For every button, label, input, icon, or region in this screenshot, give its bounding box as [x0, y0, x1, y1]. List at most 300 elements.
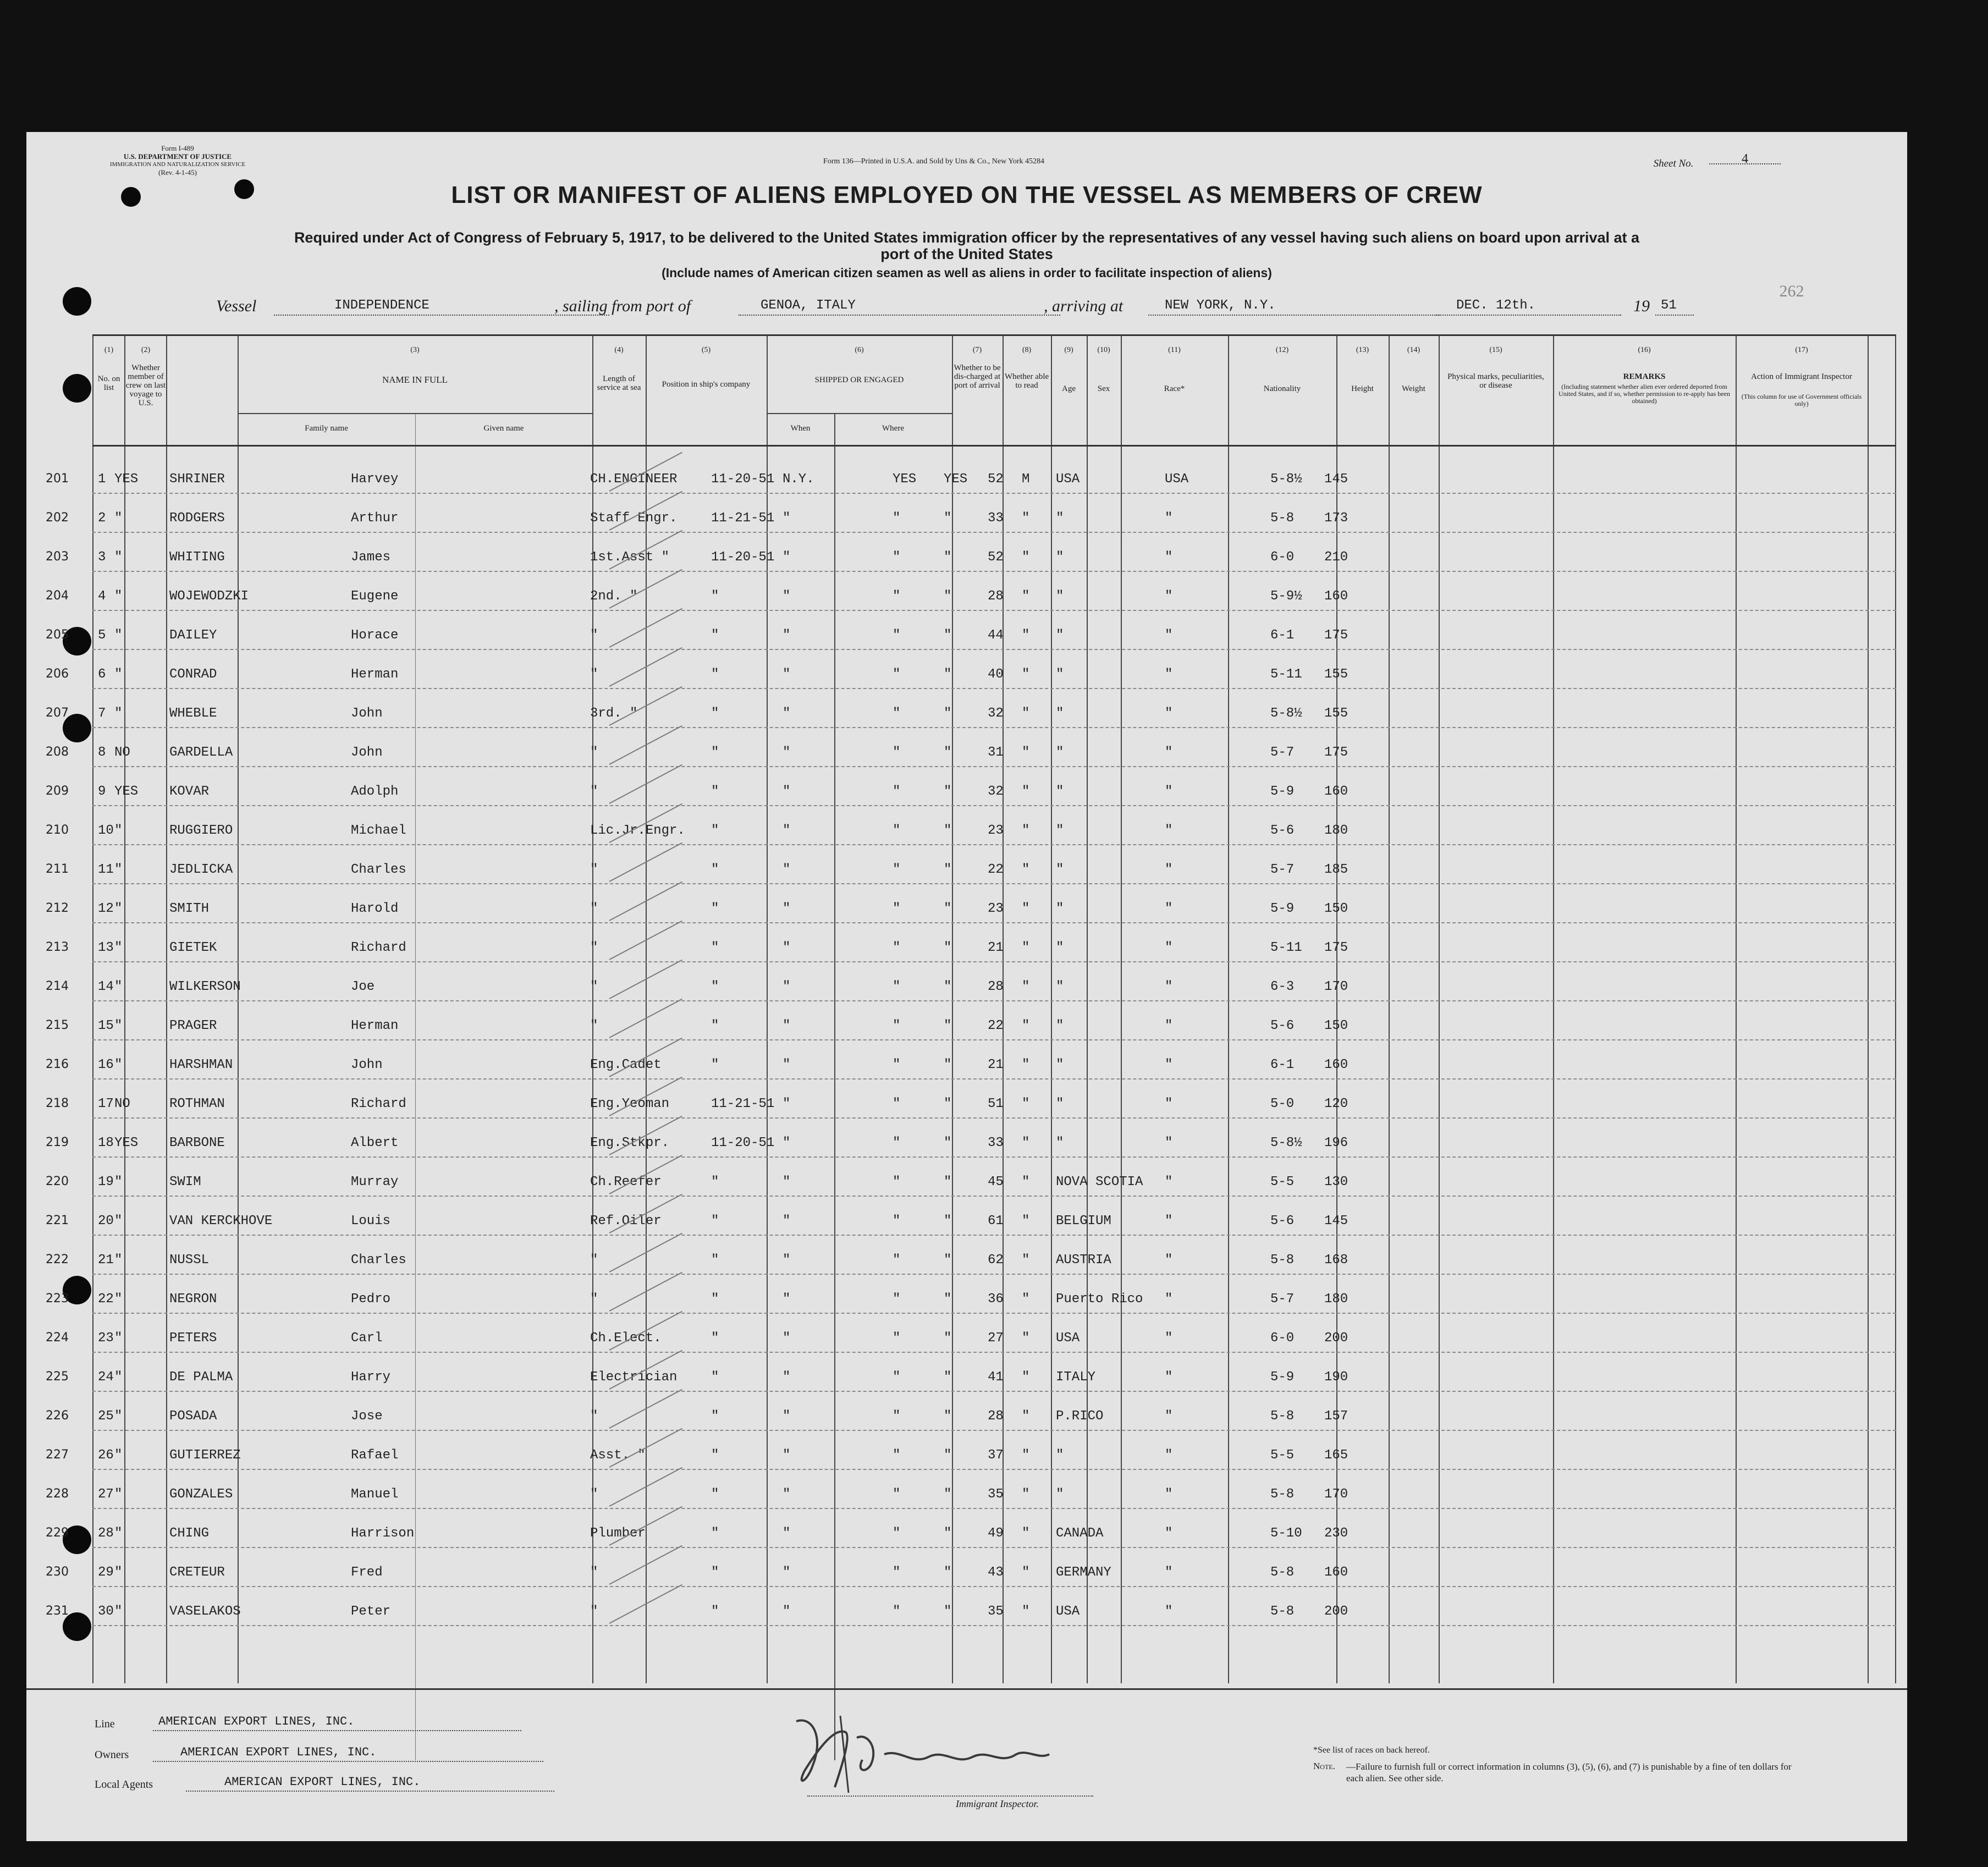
family-name: WILKERSON [169, 979, 241, 994]
subtitle-line2: port of the United States [880, 246, 1053, 262]
family-name: GARDELLA [169, 745, 233, 760]
row-divider [92, 1469, 1896, 1470]
row-margin-number: 218 [46, 1097, 69, 1110]
race: " [1056, 1136, 1064, 1150]
sex: " [1022, 862, 1030, 877]
engaged-when: 11-20-51 [711, 550, 775, 565]
engaged-when: " [711, 1058, 719, 1072]
given-name: Albert [351, 1136, 399, 1150]
row-margin-number: 210 [46, 823, 69, 837]
given-name: Fred [351, 1565, 383, 1580]
can-read: " [944, 901, 952, 916]
weight: 160 [1324, 589, 1348, 604]
can-read: " [944, 1214, 952, 1229]
row-margin-number: 224 [46, 1331, 69, 1345]
race: CANADA [1056, 1526, 1104, 1541]
crew-last-voyage: " [114, 1448, 123, 1463]
discharge-flag: " [893, 745, 901, 760]
engaged-when: " [711, 862, 719, 877]
race: Puerto Rico [1056, 1292, 1143, 1307]
given-name: Harrison [351, 1526, 415, 1541]
nationality: " [1165, 1331, 1173, 1346]
ship-position: " [590, 1409, 598, 1424]
nationality: " [1165, 550, 1173, 565]
engaged-where: " [783, 1018, 791, 1033]
ship-position: " [590, 940, 598, 955]
discharge-flag: " [893, 1097, 901, 1111]
discharge-flag: " [893, 589, 901, 604]
height: 5-9 [1270, 784, 1295, 799]
given-name: James [351, 550, 391, 565]
discharge-flag: " [893, 901, 901, 916]
race: NOVA SCOTIA [1056, 1175, 1143, 1189]
age: 32 [988, 706, 1004, 721]
family-name: WOJEWODZKI [169, 589, 249, 604]
discharge-flag: YES [893, 472, 917, 487]
given-name: Peter [351, 1604, 391, 1619]
engaged-when: 11-20-51 [711, 472, 775, 487]
sex: " [1022, 1097, 1030, 1111]
height: 5-8 [1270, 1409, 1295, 1424]
sex: " [1022, 745, 1030, 760]
height: 5-8½ [1270, 1136, 1302, 1150]
sex: " [1022, 979, 1030, 994]
can-read: " [944, 1487, 952, 1502]
row-margin-number: 219 [46, 1136, 69, 1149]
row-number: 12 [98, 901, 114, 916]
crew-last-voyage: " [114, 1331, 123, 1346]
nationality: " [1165, 979, 1173, 994]
nationality: " [1165, 1370, 1173, 1385]
height: 5-6 [1270, 1214, 1295, 1229]
inspector-signature [774, 1705, 1082, 1806]
family-name: VAN KERCKHOVE [169, 1214, 273, 1229]
height: 6-1 [1270, 628, 1295, 643]
height: 5-0 [1270, 1097, 1295, 1111]
race: " [1056, 511, 1064, 526]
weight: 157 [1324, 1409, 1348, 1424]
row-divider [92, 493, 1896, 494]
sex: M [1022, 472, 1030, 487]
nationality: " [1165, 589, 1173, 604]
weight: 150 [1324, 1018, 1348, 1033]
race: " [1056, 745, 1064, 760]
agents-value: AMERICAN EXPORT LINES, INC. [186, 1775, 554, 1792]
row-number: 10 [98, 823, 114, 838]
crew-last-voyage: " [114, 628, 123, 643]
engaged-when: 11-21-51 [711, 511, 775, 526]
age: 27 [988, 1331, 1004, 1346]
row-divider [92, 1000, 1896, 1001]
engaged-where: " [783, 1136, 791, 1150]
engaged-when: " [711, 1253, 719, 1268]
given-name: Eugene [351, 589, 399, 604]
row-number: 11 [98, 862, 114, 877]
race: " [1056, 1018, 1064, 1033]
nationality: " [1165, 862, 1173, 877]
col3-given-header: Given name [483, 424, 524, 433]
race: " [1056, 862, 1064, 877]
can-read: " [944, 667, 952, 682]
can-read: " [944, 1409, 952, 1424]
row-margin-number: 215 [46, 1018, 69, 1032]
family-name: CRETEUR [169, 1565, 225, 1580]
nationality: " [1165, 628, 1173, 643]
ship-position: " [590, 1604, 598, 1619]
weight: 145 [1324, 1214, 1348, 1229]
crew-last-voyage: " [114, 1565, 123, 1580]
can-read: " [944, 979, 952, 994]
age: 23 [988, 901, 1004, 916]
row-divider [92, 1586, 1896, 1587]
sex: " [1022, 823, 1030, 838]
crew-table [92, 334, 1896, 1683]
can-read: " [944, 1097, 952, 1111]
race: USA [1056, 1604, 1080, 1619]
can-read: " [944, 1292, 952, 1307]
note-text: —Failure to furnish full or correct information in columns (3), (5), (6), and (7) is punishable by a fine of ten dollars for each alien. See other side. [1346, 1761, 1792, 1783]
race: " [1056, 901, 1064, 916]
height: 5-11 [1270, 940, 1302, 955]
weight: 230 [1324, 1526, 1348, 1541]
crew-last-voyage: YES [114, 784, 139, 799]
sex: " [1022, 589, 1030, 604]
weight: 170 [1324, 979, 1348, 994]
crew-last-voyage: " [114, 1018, 123, 1033]
col17-num: (17) [1795, 346, 1808, 354]
row-margin-number: 204 [46, 589, 69, 603]
can-read: " [944, 862, 952, 877]
race: " [1056, 550, 1064, 565]
row-divider [92, 1625, 1896, 1626]
col7-header: Whether to be dis-charged at port of arrival [954, 364, 1001, 390]
row-margin-number: 220 [46, 1175, 69, 1188]
sex: " [1022, 550, 1030, 565]
col6-where-header: Where [882, 424, 904, 433]
engaged-where: " [783, 511, 791, 526]
height: 5-7 [1270, 1292, 1295, 1307]
row-margin-number: 231 [46, 1604, 69, 1618]
manifest-sheet [26, 132, 1907, 1841]
engaged-where: " [783, 1253, 791, 1268]
sex: " [1022, 1487, 1030, 1502]
race: " [1056, 784, 1064, 799]
engaged-where: " [783, 1448, 791, 1463]
nationality: USA [1165, 472, 1189, 487]
height: 5-10 [1270, 1526, 1302, 1541]
row-divider [92, 1430, 1896, 1431]
nationality: " [1165, 1448, 1173, 1463]
ship-position: Electrician [590, 1370, 678, 1385]
race: " [1056, 628, 1064, 643]
engaged-where: " [783, 823, 791, 838]
row-divider [92, 766, 1896, 767]
can-read: " [944, 1136, 952, 1150]
height: 5-7 [1270, 745, 1295, 760]
ship-position: Ch.Elect. [590, 1331, 662, 1346]
row-margin-number: 208 [46, 745, 69, 759]
row-divider [92, 532, 1896, 533]
discharge-flag: " [893, 1565, 901, 1580]
col10-num: (10) [1097, 346, 1110, 354]
family-name: PRAGER [169, 1018, 217, 1033]
sex: " [1022, 1253, 1030, 1268]
sex: " [1022, 706, 1030, 721]
sex: " [1022, 628, 1030, 643]
discharge-flag: " [893, 1253, 901, 1268]
family-name: DAILEY [169, 628, 217, 643]
row-number: 22 [98, 1292, 114, 1307]
given-name: Arthur [351, 511, 399, 526]
crew-last-voyage: NO [114, 745, 130, 760]
col8-header: Whether able to read [1004, 372, 1049, 390]
service-name: IMMIGRATION AND NATURALIZATION SERVICE [109, 161, 246, 168]
engaged-where: N.Y. [783, 472, 814, 487]
discharge-flag: " [893, 1526, 901, 1541]
race: " [1056, 706, 1064, 721]
engaged-where: " [783, 589, 791, 604]
row-divider [92, 1352, 1896, 1353]
row-number: 25 [98, 1409, 114, 1424]
family-name: NEGRON [169, 1292, 217, 1307]
nationality: " [1165, 1253, 1173, 1268]
row-margin-number: 222 [46, 1253, 69, 1266]
age: 61 [988, 1214, 1004, 1229]
family-name: BARBONE [169, 1136, 225, 1150]
engaged-where: " [783, 667, 791, 682]
family-name: RUGGIERO [169, 823, 233, 838]
inspector-label: Immigrant Inspector. [956, 1798, 1039, 1809]
row-number: 7 [98, 706, 106, 721]
given-name: Joe [351, 979, 375, 994]
col14-num: (14) [1407, 346, 1420, 354]
ship-position: 1st.Asst " [590, 550, 670, 565]
engaged-where: " [783, 550, 791, 565]
height: 5-8½ [1270, 706, 1302, 721]
engaged-where: " [783, 1058, 791, 1072]
discharge-flag: " [893, 823, 901, 838]
age: 37 [988, 1448, 1004, 1463]
engaged-where: " [783, 1175, 791, 1189]
engaged-when: 11-21-51 [711, 1097, 775, 1111]
row-divider [92, 727, 1896, 728]
row-number: 8 [98, 745, 106, 760]
ship-position: Ref.Oiler [590, 1214, 662, 1229]
form-revision: (Rev. 4-1-45) [158, 168, 197, 177]
discharge-flag: " [893, 784, 901, 799]
row-margin-number: 206 [46, 667, 69, 681]
ship-position: CH.ENGINEER [590, 472, 678, 487]
row-number: 26 [98, 1448, 114, 1463]
ship-position: " [590, 1253, 598, 1268]
row-divider [92, 883, 1896, 884]
engaged-where: " [783, 1409, 791, 1424]
engaged-where: " [783, 1214, 791, 1229]
can-read: " [944, 1018, 952, 1033]
crew-last-voyage: " [114, 1370, 123, 1385]
can-read: " [944, 1565, 952, 1580]
subtitle-line3: (Include names of American citizen seamen as well as aliens in order to facilitate inspection of aliens) [662, 266, 1272, 280]
row-divider [92, 610, 1896, 611]
sex: " [1022, 1448, 1030, 1463]
weight: 173 [1324, 511, 1348, 526]
age: 35 [988, 1487, 1004, 1502]
ship-position: Lic.Jr.Engr. [590, 823, 685, 838]
discharge-flag: " [893, 1214, 901, 1229]
height: 5-11 [1270, 667, 1302, 682]
race: " [1056, 979, 1064, 994]
subtitle-line1: Required under Act of Congress of February 5, 1917, to be delivered to the United States immigration officer by the representatives of any vessel having such aliens on board upon arrival at a [294, 229, 1640, 246]
nationality: " [1165, 1487, 1173, 1502]
col17-header: Action of Immigrant Inspector [1751, 372, 1852, 381]
engaged-when: " [711, 940, 719, 955]
discharge-flag: " [893, 667, 901, 682]
ship-position: " [590, 1018, 598, 1033]
row-divider [92, 1508, 1896, 1509]
row-number: 23 [98, 1331, 114, 1346]
col16-subheader: (Including statement whether alien ever ordered deported from United States, and if so, whether permission to re-apply has been obtained) [1559, 383, 1730, 405]
can-read: " [944, 706, 952, 721]
discharge-flag: " [893, 1331, 901, 1346]
family-name: ROTHMAN [169, 1097, 225, 1111]
race: GERMANY [1056, 1565, 1111, 1580]
col7-num: (7) [972, 346, 982, 354]
crew-last-voyage: NO [114, 1097, 130, 1111]
nationality: " [1165, 1136, 1173, 1150]
given-name: Pedro [351, 1292, 391, 1307]
height: 5-6 [1270, 823, 1295, 838]
weight: 175 [1324, 745, 1348, 760]
weight: 145 [1324, 472, 1348, 487]
age: 36 [988, 1292, 1004, 1307]
height: 5-8 [1270, 1487, 1295, 1502]
engaged-when: " [711, 1448, 719, 1463]
crew-last-voyage: " [114, 1253, 123, 1268]
form-number: Form I-489 [161, 144, 194, 152]
discharge-flag: " [893, 1136, 901, 1150]
given-name: Harry [351, 1370, 391, 1385]
crew-last-voyage: " [114, 862, 123, 877]
family-name: POSADA [169, 1409, 217, 1424]
line-value: AMERICAN EXPORT LINES, INC. [153, 1715, 521, 1731]
col12-num: (12) [1275, 346, 1289, 354]
crew-last-voyage: " [114, 1487, 123, 1502]
row-number: 5 [98, 628, 106, 643]
engaged-when: " [711, 901, 719, 916]
crew-last-voyage: " [114, 1526, 123, 1541]
weight: 180 [1324, 1292, 1348, 1307]
col4-header: Length of service at sea [597, 374, 641, 392]
race: " [1056, 1097, 1064, 1111]
crew-last-voyage: " [114, 511, 123, 526]
row-margin-number: 221 [46, 1214, 69, 1227]
col10-header: Sex [1097, 384, 1110, 393]
race: AUSTRIA [1056, 1253, 1111, 1268]
row-margin-number: 227 [46, 1448, 69, 1462]
discharge-flag: " [893, 1604, 901, 1619]
height: 5-8 [1270, 1604, 1295, 1619]
nationality: " [1165, 940, 1173, 955]
row-margin-number: 212 [46, 901, 69, 915]
race: BELGIUM [1056, 1214, 1111, 1229]
row-divider [92, 1313, 1896, 1314]
age: 52 [988, 472, 1004, 487]
row-margin-number: 205 [46, 628, 69, 642]
nationality: " [1165, 901, 1173, 916]
age: 41 [988, 1370, 1004, 1385]
engaged-where: " [783, 1526, 791, 1541]
weight: 200 [1324, 1604, 1348, 1619]
given-name: John [351, 1058, 383, 1072]
family-name: KOVAR [169, 784, 210, 799]
nationality: " [1165, 1214, 1173, 1229]
col16-header: REMARKS [1623, 372, 1666, 381]
engaged-when: " [711, 823, 719, 838]
can-read: " [944, 1058, 952, 1072]
engaged-when: " [711, 1604, 719, 1619]
engaged-when: " [711, 1175, 719, 1189]
given-name: Louis [351, 1214, 391, 1229]
sex: " [1022, 1175, 1030, 1189]
can-read: " [944, 589, 952, 604]
col1-num: (1) [104, 346, 114, 354]
sex: " [1022, 667, 1030, 682]
row-divider [92, 1156, 1896, 1158]
ship-position: Staff Engr. [590, 511, 678, 526]
nationality: " [1165, 745, 1173, 760]
age: 23 [988, 823, 1004, 838]
weight: 190 [1324, 1370, 1348, 1385]
weight: 200 [1324, 1331, 1348, 1346]
age: 28 [988, 1409, 1004, 1424]
crew-last-voyage: " [114, 979, 123, 994]
given-name: Rafael [351, 1448, 399, 1463]
discharge-flag: " [893, 550, 901, 565]
engaged-where: " [783, 1331, 791, 1346]
col16-num: (16) [1638, 346, 1651, 354]
ship-position: " [590, 1565, 598, 1580]
nationality: " [1165, 1097, 1173, 1111]
age: 21 [988, 940, 1004, 955]
sex: " [1022, 1370, 1030, 1385]
given-name: Richard [351, 940, 406, 955]
engaged-where: " [783, 706, 791, 721]
ship-position: Eng.Cadet [590, 1058, 662, 1072]
engaged-where: " [783, 628, 791, 643]
can-read: " [944, 550, 952, 565]
race: " [1056, 667, 1064, 682]
engaged-when: " [711, 1526, 719, 1541]
printer-note: Form 136—Printed in U.S.A. and Sold by Uns & Co., New York 45284 [823, 157, 1045, 166]
engaged-when: " [711, 589, 719, 604]
age: 32 [988, 784, 1004, 799]
weight: 175 [1324, 940, 1348, 955]
row-number: 4 [98, 589, 106, 604]
vessel-name: INDEPENDENCE [274, 298, 609, 316]
crew-last-voyage: " [114, 667, 123, 682]
crew-last-voyage: " [114, 706, 123, 721]
row-margin-number: 223 [46, 1292, 69, 1306]
col3-family-header: Family name [305, 424, 348, 433]
row-number: 16 [98, 1058, 114, 1072]
sex: " [1022, 940, 1030, 955]
engaged-when: " [711, 706, 719, 721]
family-name: DE PALMA [169, 1370, 233, 1385]
ship-position: Eng.Yeoman [590, 1097, 670, 1111]
crew-last-voyage: " [114, 1604, 123, 1619]
race: P.RICO [1056, 1409, 1104, 1424]
age: 43 [988, 1565, 1004, 1580]
